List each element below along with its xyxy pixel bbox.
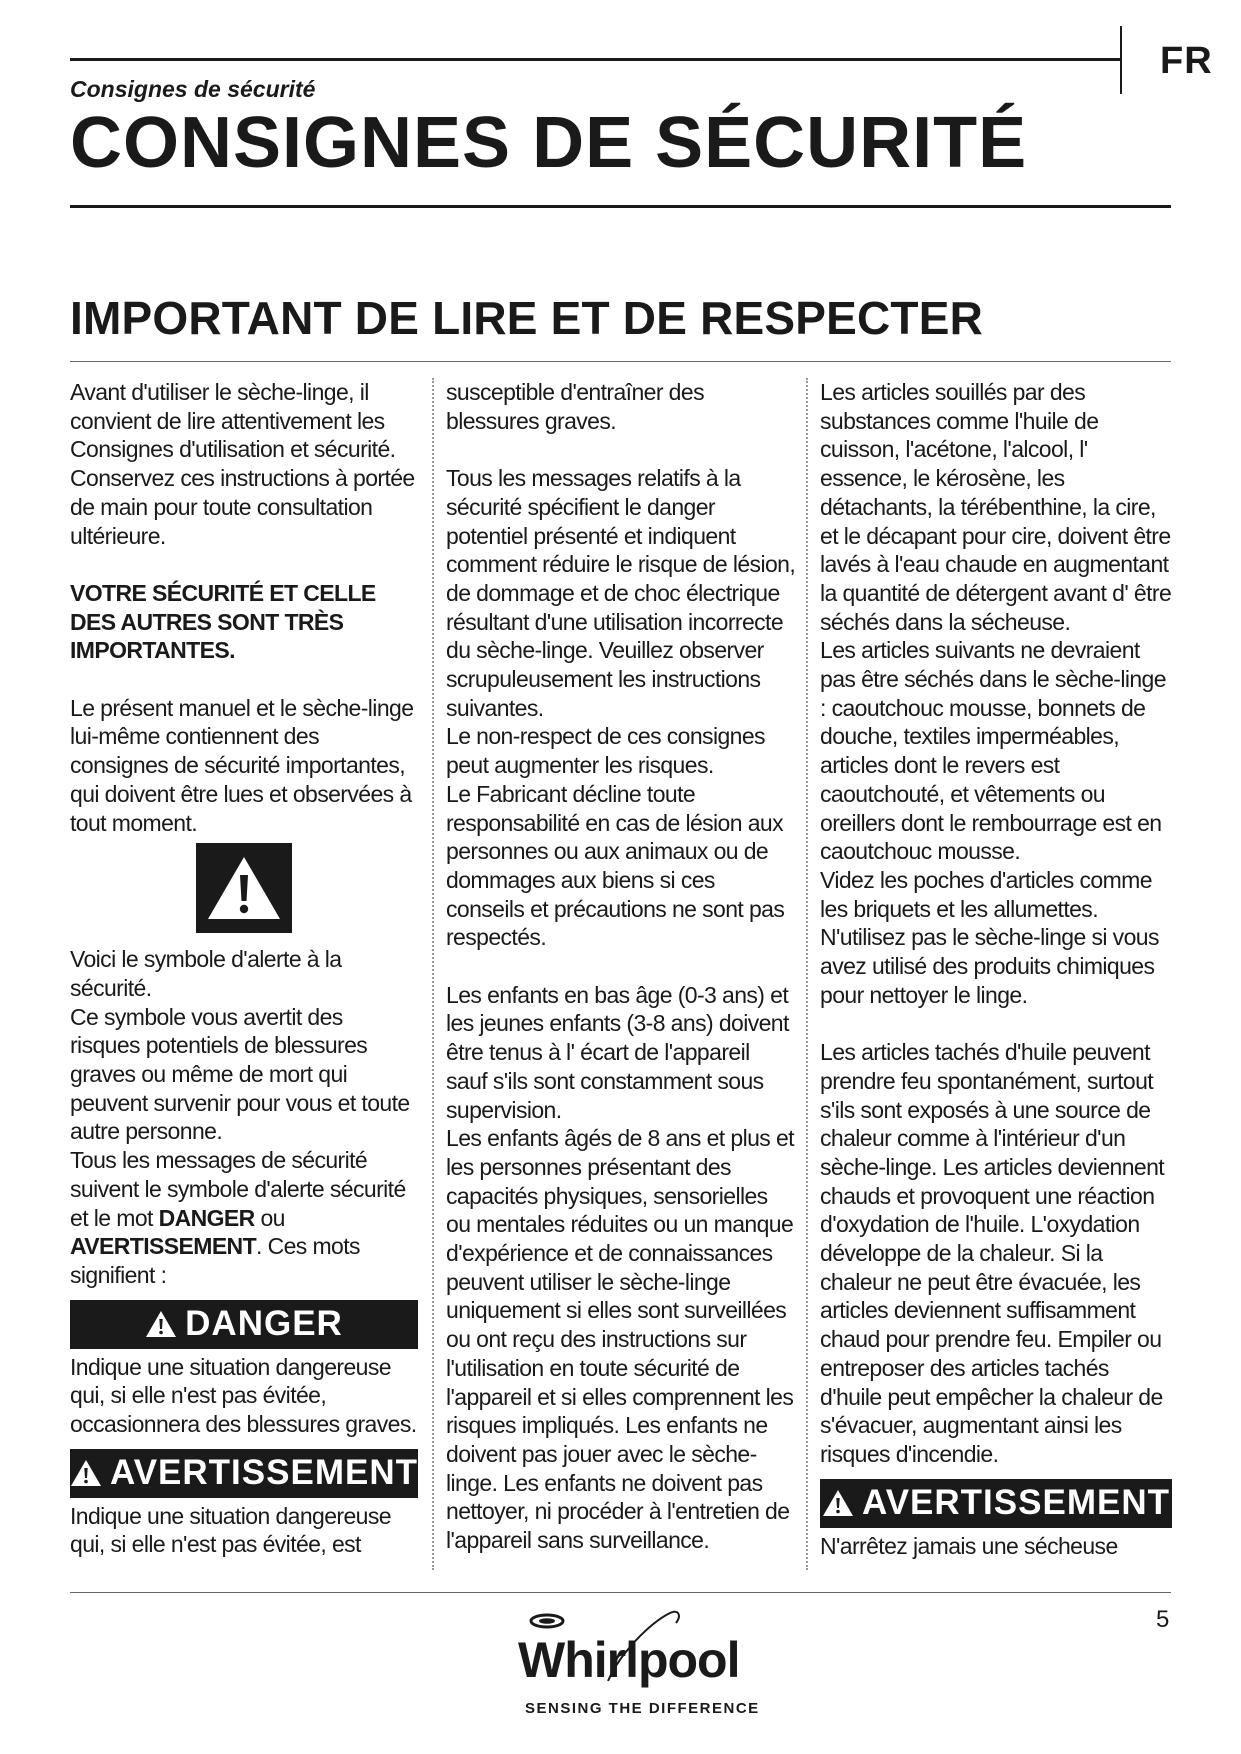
column-2 [446, 378, 796, 1555]
paragraph: Le non-respect de ces consignes peut augmenter les risques. [446, 723, 765, 779]
title-rule [70, 205, 1171, 208]
symbol-paragraph: Voici le symbole d'alerte à la sécurité. [70, 946, 342, 1001]
emphasis-paragraph: VOTRE SÉCURITÉ ET CELLE DES AUTRES SONT TRÈS IMPORTANTES. [70, 579, 376, 664]
warning-triangle-icon [70, 1459, 102, 1487]
column-separator [806, 378, 808, 1570]
warning-label: AVERTISSEMENT [70, 1449, 418, 1498]
subtitle-rule [70, 361, 1171, 362]
safety-alert-symbol [70, 843, 418, 933]
paragraph: Tous les messages relatifs à la sécurité spécifient le danger potentiel présenté et indiquent comment réduire le risque de lésion, de dommage et de choc électrique résultant d'une utilisation incorrecte du sèche-linge. Veuillez observer scrupuleusement les instructions suivantes. [446, 465, 796, 721]
paragraph: Videz les poches d'articles comme les briquets et les allumettes. [820, 866, 1152, 922]
column-separator [432, 378, 434, 1570]
brand-tagline: SENSING THE DIFFERENCE [525, 1700, 760, 1717]
page-number: 5 [1156, 1606, 1170, 1633]
subtitle: IMPORTANT DE LIRE ET DE RESPECTER [70, 292, 984, 344]
paragraph: Les articles tachés d'huile peuvent prendre feu spontanément, surtout s'ils sont exposés à une source de chaleur comme à l'intérieur d'un sèche-linge. Les articles deviennent chauds et provoquent une réaction d'oxydation de l'huile. L'oxydation développe de la chaleur. Si la chaleur ne peut être évacuée, les articles deviennent suffisamment chaud pour prendre feu. Empiler ou entreposer des articles tachés d'huile peut empêcher la chaleur de s'évacuer, augmentant ainsi les risques d'incendie. [820, 1039, 1165, 1467]
header-rule [70, 58, 1122, 61]
danger-description: Indique une situation dangereuse qui, si elle n'est pas évitée, occasionnera des blessures graves. [70, 1353, 417, 1438]
manual-paragraph: Le présent manuel et le sèche-linge lui-même contiennent des consignes de sécurité importantes, qui doivent être lues et observées à tout moment. [70, 694, 414, 836]
paragraph: Le Fabricant décline toute responsabilité en cas de lésion aux personnes ou aux animaux ou de dommages aux biens si ces conseils et précautions ne sont pas respectés. [446, 780, 785, 951]
paragraph: Les enfants âgés de 8 ans et plus et les personnes présentant des capacités physiques, sensorielles ou mentales réduites ou un manque d'expérience et de connaissances peuvent utiliser le sèche-linge uniquement si elles sont surveillées ou ont reçu des instructions sur l'utilisation en toute sécurité de l'appareil et si elles comprennent les risques impliqués. Les enfants ne doivent pas jouer avec le sèche-linge. Les enfants ne doivent pas nettoyer, ni procéder à l'entretien de l'appareil sans surveillance. [446, 1125, 794, 1554]
page-title: CONSIGNES DE SÉCURITÉ [70, 103, 1028, 183]
column-3 [820, 378, 1172, 1560]
warning-label: AVERTISSEMENT [820, 1479, 1172, 1528]
warning-triangle-icon [822, 1489, 854, 1517]
language-code: FR [1160, 40, 1213, 82]
svg-text:Whirlpool: Whirlpool [518, 1632, 740, 1688]
paragraph: Les articles suivants ne devraient pas être séchés dans le sèche-linge : caoutchouc mousse, bonnets de douche, textiles imperméables, articles dont le revers est caoutchouté, et vêtements ou oreillers dont le rembourrage est en caoutchouc mousse. [820, 637, 1166, 865]
section-label: Consignes de sécurité [70, 76, 316, 102]
paragraph: N'utilisez pas le sèche-linge si vous avez utilisé des produits chimiques pour nettoyer le linge. [820, 924, 1159, 1008]
paragraph: Les enfants en bas âge (0-3 ans) et les jeunes enfants (3-8 ans) doivent être tenus à l' écart de l'appareil sauf s'ils sont constamment sous supervision. [446, 981, 789, 1123]
column-1 [70, 378, 418, 1559]
intro-paragraph: Avant d'utiliser le sèche-linge, il convient de lire attentivement les Consignes d'utilisation et sécurité. Conservez ces instructions à portée de main pour toute consultation ultérieure. [70, 379, 415, 549]
warning-triangle-icon [205, 853, 283, 923]
footer-rule [70, 1592, 1171, 1593]
whirlpool-logo [510, 1605, 740, 1715]
paragraph: susceptible d'entraîner des blessures graves. [446, 379, 704, 434]
warning-description: Indique une situation dangereuse qui, si elle n'est pas évitée, est [70, 1502, 391, 1558]
paragraph: Les articles souillés par des substances comme l'huile de cuisson, l'acétone, l'alcool, l' essence, le kérosène, les détachants, la térébenthine, la cire, et le décapant pour cire, doivent être lavés à l'eau chaude en augmentant la quantité de détergent avant d' être séchés dans la sécheuse. [820, 379, 1172, 635]
warning-triangle-icon [145, 1310, 177, 1338]
messages-paragraph: Tous les messages de sécurité suivent le symbole d'alerte sécurité et le mot DANGER ou AVERTISSEMENT. Ces mots signifient : [70, 1147, 406, 1288]
symbol-warning-paragraph: Ce symbole vous avertit des risques potentiels de blessures graves ou même de mort qui peuvent survenir pour vous et toute autre personne. [70, 1003, 410, 1145]
danger-label: DANGER [70, 1300, 418, 1349]
warning-description: N'arrêtez jamais une sécheuse [820, 1532, 1118, 1559]
language-divider [1120, 26, 1122, 94]
